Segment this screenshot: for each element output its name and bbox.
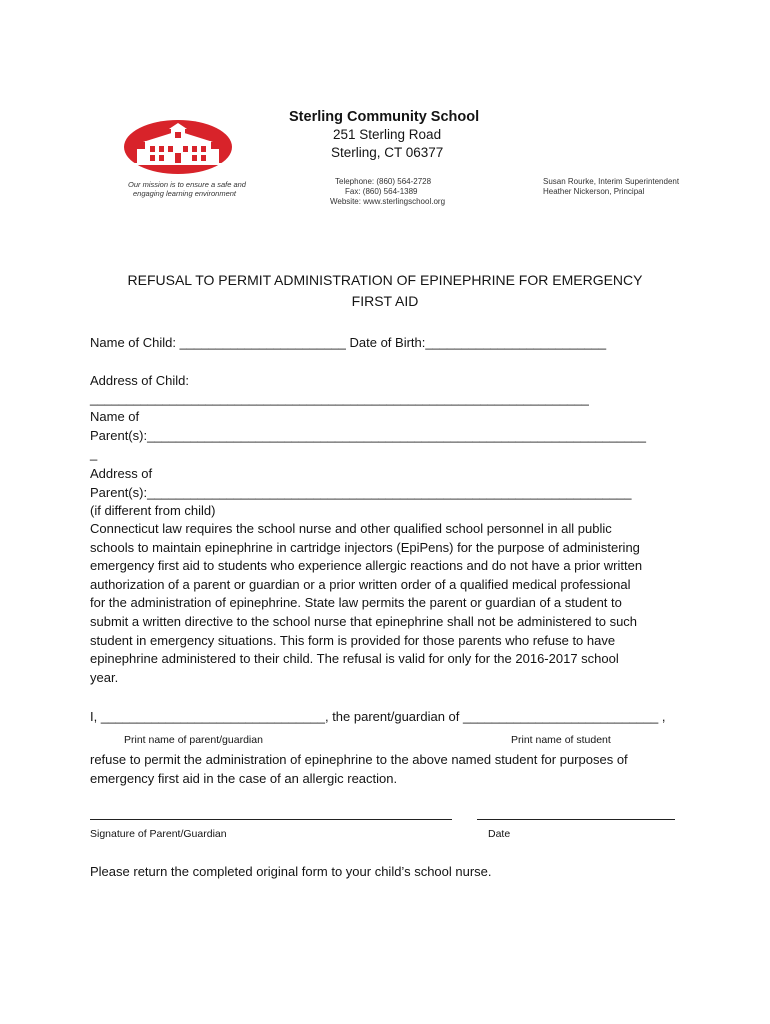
address-of-child-label: Address of Child:: [90, 373, 189, 388]
school-name: Sterling Community School: [289, 109, 480, 125]
tagline-line-1: Our mission is to ensure a safe and: [128, 180, 246, 189]
school-logo: [123, 119, 233, 175]
if-different-note: (if different from child): [90, 503, 216, 518]
print-parent-label: Print name of parent/guardian: [124, 734, 263, 746]
address-of-child-line[interactable]: _____________________________________________________________________: [90, 391, 589, 406]
school-address-line-2: Sterling, CT 06377: [331, 145, 444, 160]
tagline-line-2: engaging learning environment: [133, 189, 236, 198]
fax: Fax: (860) 564-1389: [345, 187, 418, 196]
paragraph-line: year.: [90, 669, 119, 685]
principal: Heather Nickerson, Principal: [543, 187, 645, 196]
name-of-parent-line[interactable]: Parent(s):_____________________________________________________________________: [90, 428, 646, 443]
paragraph-line: epinephrine administered to their child. The refusal is valid for only for the 2016-2017 school: [90, 651, 619, 667]
form-title-line-2: FIRST AID: [351, 293, 419, 309]
address-of-parent-line[interactable]: Parent(s):___________________________________________________________________: [90, 485, 632, 500]
date-line[interactable]: [477, 819, 675, 820]
parent-student-name-line[interactable]: I, _______________________________, the parent/guardian of ___________________________ ,: [90, 709, 666, 724]
paragraph-line: authorization of a parent or guardian or a prior written order of a qualified medical professional: [90, 576, 631, 592]
print-student-label: Print name of student: [511, 734, 611, 746]
return-note: Please return the completed original form to your child’s school nurse.: [90, 864, 492, 879]
school-address-line-1: 251 Sterling Road: [333, 127, 442, 142]
date-label: Date: [488, 828, 511, 840]
legal-paragraph: [90, 520, 680, 687]
name-of-parent-label: Name of: [90, 409, 140, 424]
signature-line[interactable]: [90, 819, 452, 820]
paragraph-line: emergency first aid to students who experience allergic reactions and do not have a prior written: [90, 558, 643, 574]
stray-underscore: _: [90, 446, 98, 461]
website: Website: www.sterlingschool.org: [330, 197, 446, 206]
paragraph-line: student in emergency situations. This form is provided for those parents who refuse to have: [90, 632, 616, 648]
paragraph-line: submit a written directive to the school nurse that epinephrine shall not be administered to such: [90, 613, 638, 629]
paragraph-line: for the administration of epinephrine. State law permits the parent or guardian of a student to: [90, 595, 622, 611]
paragraph-line: Connecticut law requires the school nurse and other qualified school personnel in all public: [90, 521, 612, 536]
superintendent: Susan Rourke, Interim Superintendent: [543, 177, 680, 186]
refuse-line-2: emergency first aid in the case of an allergic reaction.: [90, 771, 398, 786]
name-of-child-field[interactable]: Name of Child: _______________________ Date of Birth:_________________________: [90, 335, 607, 350]
signature-label: Signature of Parent/Guardian: [90, 828, 227, 840]
form-title-line-1: REFUSAL TO PERMIT ADMINISTRATION OF EPINEPHRINE FOR EMERGENCY: [127, 272, 643, 288]
telephone: Telephone: (860) 564-2728: [335, 177, 432, 186]
paragraph-line: schools to maintain epinephrine in cartridge injectors (EpiPens) for the purpose of administering: [90, 539, 640, 555]
refuse-line-1: refuse to permit the administration of epinephrine to the above named student for purposes of: [90, 752, 628, 767]
address-of-parent-label: Address of: [90, 466, 153, 481]
